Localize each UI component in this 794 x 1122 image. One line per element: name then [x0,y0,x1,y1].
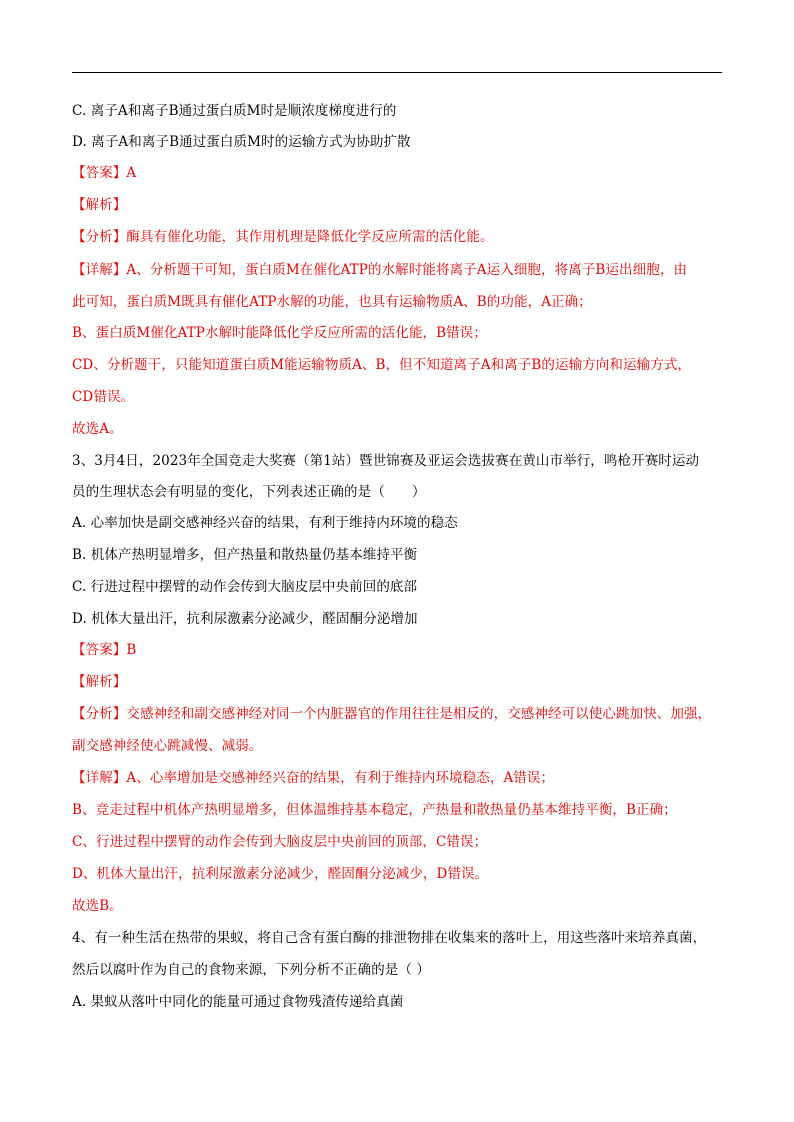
question-3-stem: 3、3月4日，2023年全国竞走大奖赛（第1站）暨世锦赛及亚运会选拔赛在黄山市举行，鸣枪开赛时运动 [72,453,700,469]
header-rule [72,72,722,73]
detail-line: 【详解】A、分析题干可知，蛋白质M在催化ATP的水解时能将离子A运入细胞，将离子B运出细胞，由 [72,262,688,278]
analysis-text: 副交感神经使心跳减慢、减弱。 [72,738,263,754]
detail-line: CD错误。 [72,389,135,405]
detail-line: CD、分析题干，只能知道蛋白质M能运输物质A、B，但不知道离子A和离子B的运输方向和运输方式， [72,357,692,373]
question-4-stem: 然后以腐叶作为自己的食物来源，下列分析不正确的是（ ） [72,962,430,978]
choice-result: 故选A。 [72,421,123,437]
option-a: A. 心率加快是副交感神经兴奋的结果，有利于维持内环境的稳态 [72,515,458,531]
question-4-stem: 4、有一种生活在热带的果蚁，将自己含有蛋白酶的排泄物排在收集来的落叶上，用这些落叶来培养真菌， [72,930,707,946]
detail-line: B、蛋白质M催化ATP水解时能降低化学反应所需的活化能，B错误； [72,325,487,341]
detail-line: D、机体大量出汗，抗利尿激素分泌减少，醛固酮分泌减少，D错误。 [72,866,489,882]
analysis-text: 【分析】酶具有催化功能，其作用机理是降低化学反应所需的活化能。 [72,229,494,245]
option-d: D. 机体大量出汗，抗利尿激素分泌减少，醛固酮分泌增加 [72,611,418,627]
detail-line: B、竞走过程中机体产热明显增多，但体温维持基本稳定，产热量和散热量仍基本维持平衡，B正确； [72,802,677,818]
answer-label: 【答案】B [72,642,137,658]
answer-label: 【答案】A [72,165,137,181]
option-b: B. 机体产热明显增多，但产热量和散热量仍基本维持平衡 [72,547,418,563]
detail-line: 此可知，蛋白质M既具有催化ATP水解的功能，也具有运输物质A、B的功能，A正确； [72,294,592,310]
question-3-stem: 员的生理状态会有明显的变化，下列表述正确的是（ ） [72,484,426,500]
option-d: D. 离子A和离子B通过蛋白质M时的运输方式为协助扩散 [72,134,411,150]
option-c: C. 行进过程中摆臂的动作会传到大脑皮层中央前回的底部 [72,579,418,595]
analysis-label: 【解析】 [72,197,127,213]
analysis-label: 【解析】 [72,674,127,690]
option-c: C. 离子A和离子B通过蛋白质M时是顺浓度梯度进行的 [72,103,397,119]
option-a: A. 果蚁从落叶中同化的能量可通过食物残渣传递给真菌 [72,994,404,1010]
detail-line: 【详解】A、心率增加是交感神经兴奋的结果，有利于维持内环境稳态，A错误； [72,770,555,786]
analysis-text: 【分析】交感神经和副交感神经对同一个内脏器官的作用往往是相反的，交感神经可以使心跳加快、加强， [72,706,712,722]
detail-line: C、行进过程中摆臂的动作会传到大脑皮层中央前回的顶部，C错误； [72,834,488,850]
choice-result: 故选B。 [72,898,123,914]
